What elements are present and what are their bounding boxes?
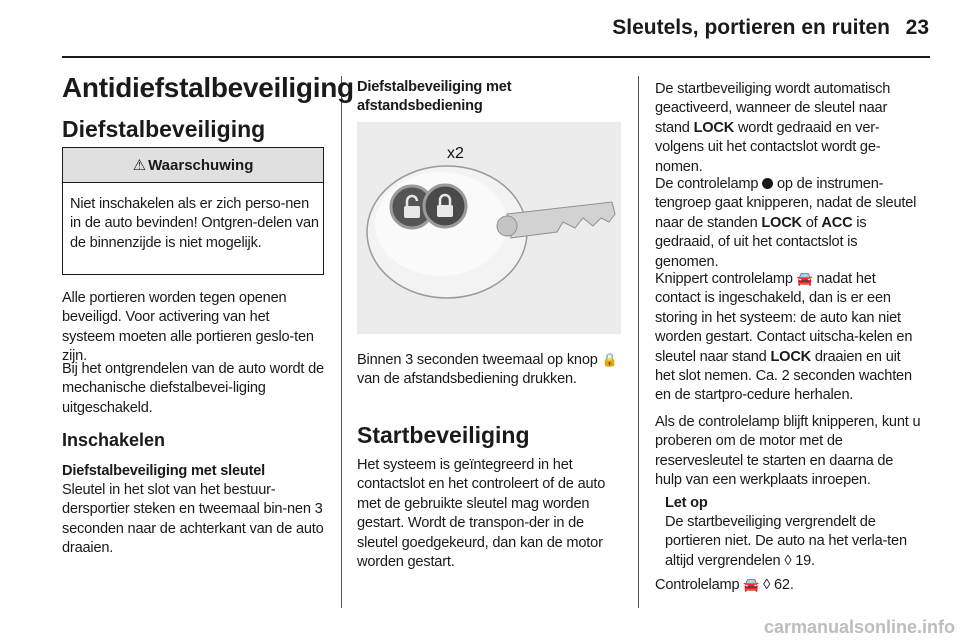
watermark: carmanualsonline.info (763, 617, 955, 637)
warning-text: Niet inschakelen als er zich perso-nen in de auto bevinden! Ontgren-delen van de binnenzijde is niet mogelijk. (70, 196, 319, 251)
page-ref-arrow-icon: ◊ (784, 552, 792, 569)
lock-symbol-icon: 🔒 (601, 352, 618, 367)
note-text: De startbeveiliging vergrendelt de portieren niet. De auto na het verla-ten altijd vergrendelen ◊ 19. (665, 514, 907, 569)
car-key-image (357, 122, 621, 334)
paragraph: Bij het ontgrendelen van de auto wordt de mechanische diefstalbevei-liging uitgeschakeld. (62, 361, 324, 416)
key-illustration (357, 122, 621, 334)
column-divider-2 (638, 76, 639, 608)
immobiliser-lamp-icon: 🚘 (743, 577, 760, 592)
warning-box (62, 147, 324, 275)
paragraph: Binnen 3 seconden tweemaal op knop 🔒 van de afstandsbediening drukken. (357, 352, 618, 388)
warning-heading-text: Waarschuwing (148, 156, 254, 174)
section-heading: Startbeveiliging (357, 422, 530, 448)
column-divider-1 (341, 76, 342, 608)
paragraph: De controlelamp op de instrumen-tengroep gaat knipperen, nadat de sleutel naar de standen LOCK of ACC is gedraaid, of uit het contactslot is genomen. (655, 176, 917, 270)
paragraph: Controlelamp 🚘 ◊ 62. (655, 577, 794, 593)
paragraph: Het systeem is geïntegreerd in het contactslot en het controleert of de auto met de gebruikte sleutel mag worden gestart. Wordt de transpon-der in de sleutel goedgekeurd, dan kan de motor worden gestart. (357, 457, 606, 571)
page-reference-link[interactable]: 62. (774, 577, 794, 593)
page-number: 23 (905, 16, 929, 39)
warning-triangle-icon: ⚠ (132, 157, 147, 174)
page-reference-link[interactable]: 19. (795, 552, 815, 569)
paragraph: Alle portieren worden tegen openen beveiligd. Voor activering van het systeem moeten alle portieren geslo-ten zijn. (62, 290, 314, 365)
sub-heading: Diefstalbeveiliging met afstandsbediening (357, 79, 512, 114)
warning-heading (63, 148, 323, 183)
press-count-label: x2 (447, 145, 464, 162)
page-ref-arrow-icon: ◊ (763, 577, 771, 593)
page-header-title: Sleutels, portieren en ruiten (612, 16, 890, 39)
header-rule (62, 56, 930, 58)
sub-heading: Diefstalbeveiliging met sleutel (62, 463, 266, 479)
section-heading: Inschakelen (62, 430, 166, 450)
paragraph: De startbeveiliging wordt automatisch geactiveerd, wanneer de sleutel naar stand LOCK wordt gedraaid en ver-volgens uit het contactslot wordt ge-nomen. (655, 81, 891, 175)
indicator-lamp-icon (762, 178, 773, 189)
note-title: Let op (665, 495, 708, 511)
paragraph: Als de controlelamp blijft knipperen, kunt u proberen om de motor met de reservesleutel te starten en daarna de hulp van een werkplaats inroepen. (655, 414, 921, 489)
immobiliser-lamp-icon: 🚘 (796, 271, 813, 286)
section-title: Antidiefstalbeveiliging (62, 72, 354, 103)
paragraph: Knippert controlelamp 🚘 nadat het contact is ingeschakeld, dan is er een storing in het systeem: de auto kan niet worden gestart. Contact uitscha-kelen en sleutel naar stand LOCK draaien en uit het slot nemen. Ca. 2 seconden wachten en de startpro-cedure herhalen. (655, 271, 913, 404)
section-subtitle: Diefstalbeveiliging (62, 116, 266, 142)
paragraph: Sleutel in het slot van het bestuur-dersportier steken en tweemaal bin-nen 3 seconden naar de achterkant van de auto draaien. (62, 482, 324, 557)
